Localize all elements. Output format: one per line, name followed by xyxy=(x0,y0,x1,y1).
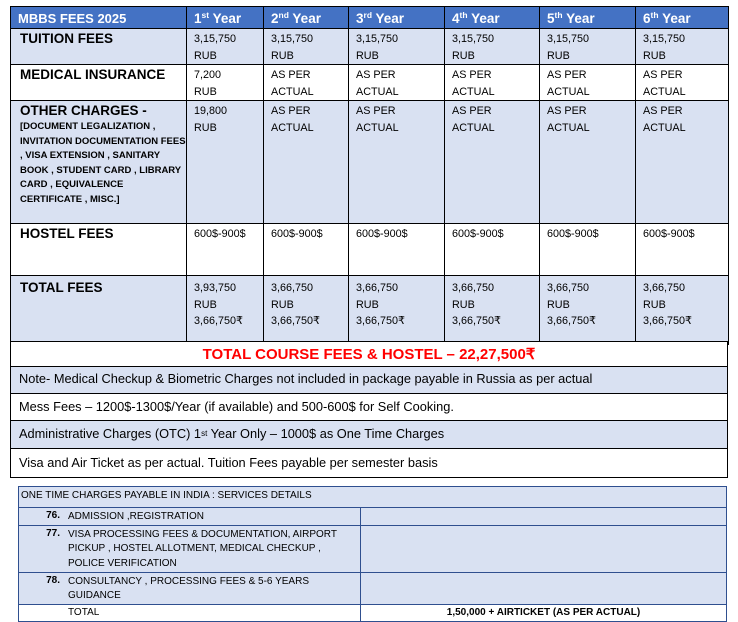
header-label: MBBS FEES 2025 xyxy=(11,7,187,29)
cell-tuition-y3: 3,15,750 RUB xyxy=(349,29,445,65)
note-medical-checkup: Note- Medical Checkup & Biometric Charges not included in package payable in Russia as per actual xyxy=(10,367,728,394)
cell-insurance-y3: AS PER ACTUAL xyxy=(349,65,445,101)
row-total-fees xyxy=(11,276,729,345)
row-tuition xyxy=(11,29,729,65)
india-item-value xyxy=(361,572,727,604)
total-course-fees: TOTAL COURSE FEES & HOSTEL – 22,27,500₹ xyxy=(10,341,728,367)
india-item-row xyxy=(19,508,727,526)
cell-other-y6: AS PER ACTUAL xyxy=(636,101,729,224)
row-sublabel-other: [DOCUMENT LEGALIZATION , INVITATION DOCUMENTATION FEES , VISA EXTENSION , SANITARY BOOK , STUDENT CARD , LIBRARY CARD , EQUIVALENCE CERTIFICATE , MISC.] xyxy=(20,121,186,205)
cell-other-y4: AS PER ACTUAL xyxy=(445,101,540,224)
header-year-2: 2nd Year xyxy=(264,7,349,29)
india-item-text: ADMISSION ,REGISTRATION xyxy=(68,511,204,522)
india-item-number: 77. xyxy=(46,527,60,539)
note-visa-air-ticket: Visa and Air Ticket as per actual. Tuition Fees payable per semester basis xyxy=(10,449,728,478)
cell-tuition-y1: 3,15,750 RUB xyxy=(187,29,264,65)
cell-hostel-y1: 600$-900$ xyxy=(187,224,264,276)
header-year-3: 3rd Year xyxy=(349,7,445,29)
cell-total-y3: 3,66,750 RUB 3,66,750₹ xyxy=(349,276,445,345)
india-item-row xyxy=(19,572,727,604)
cell-hostel-y5: 600$-900$ xyxy=(540,224,636,276)
cell-insurance-y5: AS PER ACTUAL xyxy=(540,65,636,101)
india-title: ONE TIME CHARGES PAYABLE IN INDIA : SERVICES DETAILS xyxy=(19,487,727,508)
cell-insurance-y6: AS PER ACTUAL xyxy=(636,65,729,101)
cell-other-y2: AS PER ACTUAL xyxy=(264,101,349,224)
header-year-6: 6th Year xyxy=(636,7,729,29)
fees-table xyxy=(10,6,729,345)
row-insurance xyxy=(11,65,729,101)
india-total-label: TOTAL xyxy=(19,604,361,621)
india-item-number: 76. xyxy=(46,510,60,521)
cell-insurance-y1: 7,200 RUB xyxy=(187,65,264,101)
cell-total-y1: 3,93,750 RUB 3,66,750₹ xyxy=(187,276,264,345)
note-mess-fees: Mess Fees – 1200$-1300$/Year (if available) and 500-600$ for Self Cooking. xyxy=(10,394,728,421)
cell-tuition-y4: 3,15,750 RUB xyxy=(445,29,540,65)
row-label-insurance: MEDICAL INSURANCE xyxy=(20,67,166,82)
cell-total-y2: 3,66,750 RUB 3,66,750₹ xyxy=(264,276,349,345)
cell-hostel-y6: 600$-900$ xyxy=(636,224,729,276)
india-title-row xyxy=(19,487,727,508)
india-item-text: CONSULTANCY , PROCESSING FEES & 5-6 YEARS GUIDANCE xyxy=(68,575,309,601)
row-other-charges xyxy=(11,101,729,224)
header-year-4: 4th Year xyxy=(445,7,540,29)
india-item-value xyxy=(361,525,727,572)
india-item-row xyxy=(19,525,727,572)
cell-total-y4: 3,66,750 RUB 3,66,750₹ xyxy=(445,276,540,345)
cell-hostel-y4: 600$-900$ xyxy=(445,224,540,276)
cell-tuition-y5: 3,15,750 RUB xyxy=(540,29,636,65)
cell-other-y1: 19,800 RUB xyxy=(187,101,264,224)
header-year-1: 1st Year xyxy=(187,7,264,29)
row-label-other: OTHER CHARGES - xyxy=(20,103,147,118)
note-administrative-charges: Administrative Charges (OTC) 1st Year Only – 1000$ as One Time Charges xyxy=(10,421,728,449)
india-charges-table xyxy=(18,486,727,622)
header-row xyxy=(11,7,729,29)
cell-hostel-y2: 600$-900$ xyxy=(264,224,349,276)
india-item-number: 78. xyxy=(46,574,60,586)
india-total-row xyxy=(19,604,727,621)
cell-total-y5: 3,66,750 RUB 3,66,750₹ xyxy=(540,276,636,345)
header-year-5: 5th Year xyxy=(540,7,636,29)
cell-tuition-y6: 3,15,750 RUB xyxy=(636,29,729,65)
row-label-total: TOTAL FEES xyxy=(20,280,103,295)
cell-total-y6: 3,66,750 RUB 3,66,750₹ xyxy=(636,276,729,345)
row-hostel xyxy=(11,224,729,276)
india-total-value: 1,50,000 + AIRTICKET (AS PER ACTUAL) xyxy=(361,604,727,621)
cell-other-y3: AS PER ACTUAL xyxy=(349,101,445,224)
cell-other-y5: AS PER ACTUAL xyxy=(540,101,636,224)
india-item-value xyxy=(361,508,727,526)
cell-insurance-y2: AS PER ACTUAL xyxy=(264,65,349,101)
row-label-tuition: TUITION FEES xyxy=(20,31,114,46)
cell-tuition-y2: 3,15,750 RUB xyxy=(264,29,349,65)
cell-hostel-y3: 600$-900$ xyxy=(349,224,445,276)
cell-insurance-y4: AS PER ACTUAL xyxy=(445,65,540,101)
india-item-text: VISA PROCESSING FEES & DOCUMENTATION, AIRPORT PICKUP , HOSTEL ALLOTMENT, MEDICAL CHECKUP , POLICE VERIFICATION xyxy=(68,528,337,569)
row-label-hostel: HOSTEL FEES xyxy=(20,226,114,241)
